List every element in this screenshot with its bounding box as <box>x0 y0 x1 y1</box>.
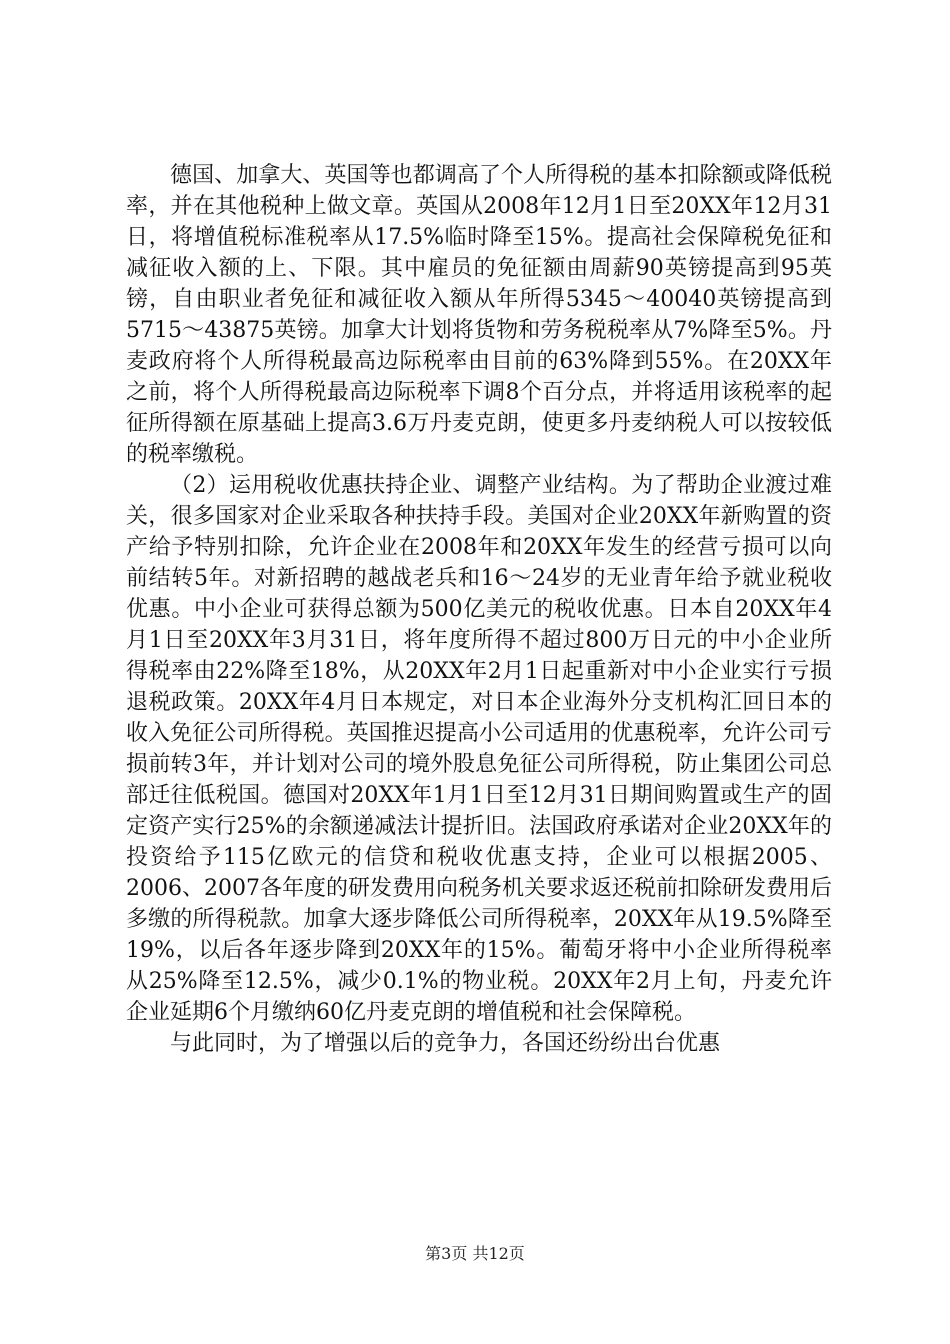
page-footer: 第3页 共12页 <box>425 1244 525 1263</box>
body-text <box>126 160 832 1059</box>
paragraph-2: （2）运用税收优惠扶持企业、调整产业结构。为了帮助企业渡过难关，很多国家对企业采取各种扶持手段。美国对企业20XX年新购置的资产给予特别扣除，允许企业在2008年和20XX年发生的经营亏损可以向前结转5年。对新招聘的越战老兵和16～24岁的无业青年给予就业税收优惠。中小企业可获得总额为500亿美元的税收优惠。日本自20XX年4月1日至20XX年3月31日，将年度所得不超过800万日元的中小企业所得税率由22%降至18%，从20XX年2月1日起重新对中小企业实行亏损退税政策。20XX年4月日本规定，对日本企业海外分支机构汇回日本的收入免征公司所得税。英国推迟提高小公司适用的优惠税率，允许公司亏损前转3年，并计划对公司的境外股息免征公司所得税，防止集团公司总部迁往低税国。德国对20XX年1月1日至12月31日期间购置或生产的固定资产实行25%的余额递减法计提折旧。法国政府承诺对企业20XX年的投资给予115亿欧元的信贷和税收优惠支持，企业可以根据2005、2006、2007各年度的研发费用向税务机关要求返还税前扣除研发费用后多缴的所得税款。加拿大逐步降低公司所得税率，20XX年从19.5%降至19%，以后各年逐步降到20XX年的15%。葡萄牙将中小企业所得税率从25%降至12.5%，减少0.1%的物业税。20XX年2月上旬，丹麦允许企业延期6个月缴纳60亿丹麦克朗的增值税和社会保障税。 <box>126 473 832 1025</box>
paragraph-3: 与此同时，为了增强以后的竞争力，各国还纷纷出台优惠 <box>170 1031 721 1056</box>
paragraph-1: 德国、加拿大、英国等也都调高了个人所得税的基本扣除额或降低税率，并在其他税种上做文章。英国从2008年12月1日至20XX年12月31日，将增值税标准税率从17.5%临时降至15%。提高社会保障税免征和减征收入额的上、下限。其中雇员的免征额由周薪90英镑提高到95英镑，自由职业者免征和减征收入额从年所得5345～40040英镑提高到5715～43875英镑。加拿大计划将货物和劳务税税率从7%降至5%。丹麦政府将个人所得税最高边际税率由目前的63%降到55%。在20XX年之前，将个人所得税最高边际税率下调8个百分点，并将适用该税率的起征所得额在原基础上提高3.6万丹麦克朗，使更多丹麦纳税人可以按较低的税率缴税。 <box>126 163 832 467</box>
